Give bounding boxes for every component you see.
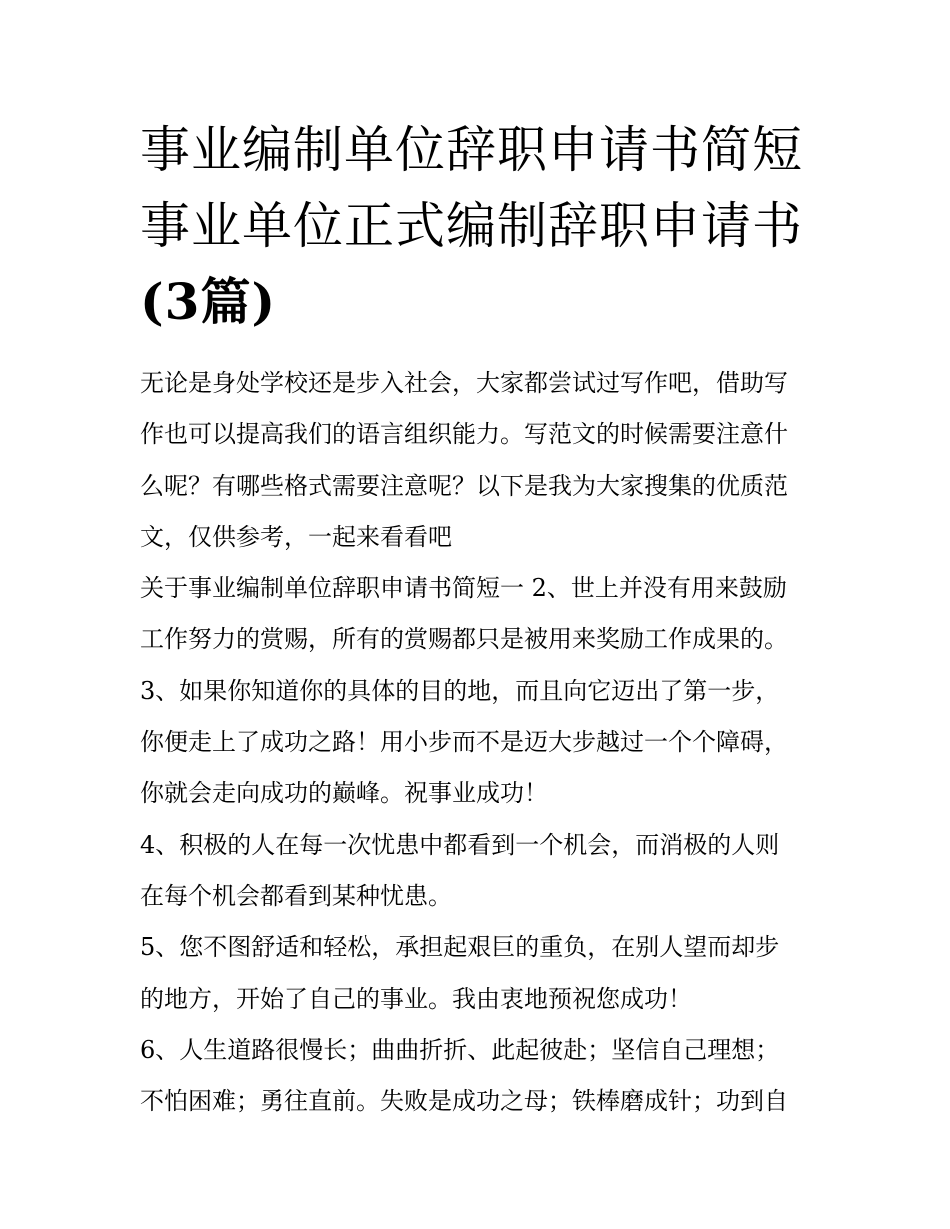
body-line: 你便走上了成功之路！用小步而不是迈大步越过一个个障碍， (140, 728, 788, 757)
title-line-1: 事业编制单位辞职申请书简短 (140, 121, 803, 179)
body-line: 5、您不图舒适和轻松，承担起艰巨的重负，在别人望而却步 (140, 933, 780, 962)
body-line: 4、积极的人在每一次忧患中都看到一个机会，而消极的人则 (140, 830, 780, 859)
body-line: 无论是身处学校还是步入社会，大家都尝试过写作吧，借助写 (140, 369, 788, 397)
body-line: 文，仅供参考，一起来看看吧 (140, 522, 452, 551)
title-line-3: (3篇) (140, 272, 277, 331)
body-line: 你就会走向成功的巅峰。祝事业成功！ (140, 779, 548, 808)
body-line: 么呢？有哪些格式需要注意呢？以下是我为大家搜集的优质范 (140, 471, 788, 500)
body-line: 工作努力的赏赐，所有的赏赐都只是被用来奖励工作成果的。 (140, 625, 788, 654)
body-line: 6、人生道路很慢长；曲曲折折、此起彼赴；坚信自己理想； (140, 1035, 780, 1064)
body-line: 3、如果你知道你的具体的目的地，而且向它迈出了第一步， (140, 676, 780, 705)
document-body (140, 358, 820, 1127)
body-line: 作也可以提高我们的语言组织能力。写范文的时候需要注意什 (140, 420, 788, 449)
body-line: 不怕困难；勇往直前。失败是成功之母；铁棒磨成针；功到自 (140, 1087, 788, 1116)
body-line: 关于事业编制单位辞职申请书简短一 2、世上并没有用来鼓励 (140, 574, 787, 603)
body-line: 在每个机会都看到某种忧患。 (140, 881, 452, 910)
body-line: 的地方，开始了自己的事业。我由衷地预祝您成功！ (140, 984, 692, 1013)
document-title (140, 112, 820, 340)
title-line-2: 事业单位正式编制辞职申请书 (140, 197, 803, 255)
